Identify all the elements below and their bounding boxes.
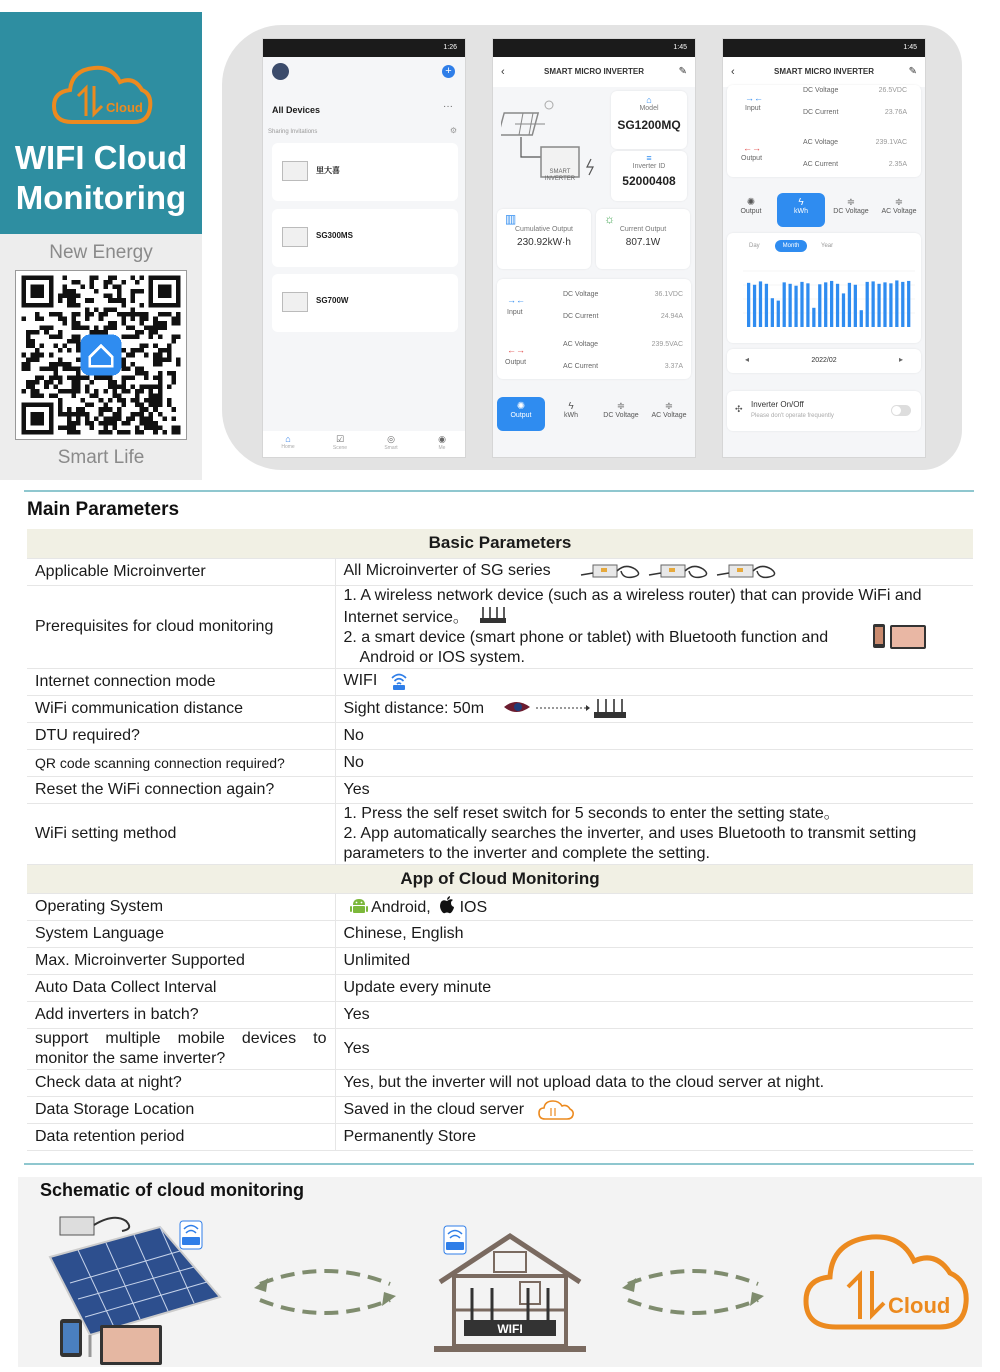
chart-bar bbox=[789, 284, 792, 327]
current-output-card bbox=[596, 209, 690, 269]
device-thumbnail bbox=[282, 227, 308, 247]
dc-voltage-label: DC Voltage bbox=[563, 291, 599, 298]
param-key: QR code scanning connection required? bbox=[27, 749, 335, 776]
chart-bar bbox=[860, 310, 863, 327]
toggle-label: Inverter On/Off bbox=[751, 400, 804, 409]
tab-output[interactable]: ✺ Output bbox=[727, 193, 775, 227]
edit-icon[interactable]: ✎ bbox=[908, 66, 917, 77]
svg-text:Cloud: Cloud bbox=[106, 100, 143, 115]
bottom-nav bbox=[263, 431, 466, 457]
dc-icon: ≑ bbox=[846, 197, 856, 208]
inverter-id-label: Inverter ID bbox=[632, 163, 666, 170]
ac-current-label: AC Current bbox=[803, 161, 839, 168]
param-value: All Microinverter of SG series bbox=[335, 558, 973, 585]
chart-card bbox=[727, 233, 921, 343]
id-icon: ≡ bbox=[646, 153, 652, 163]
month-selector bbox=[727, 349, 921, 373]
tagline-new-energy: New Energy bbox=[49, 242, 153, 263]
period-day[interactable]: Day bbox=[749, 243, 760, 249]
table-row bbox=[27, 749, 973, 776]
cumulative-output-card bbox=[497, 209, 591, 269]
device-thumbnail bbox=[282, 161, 308, 181]
table-row bbox=[27, 947, 973, 974]
inverter-id-card bbox=[611, 151, 687, 201]
output-arrows-icon: ←→ bbox=[743, 143, 761, 153]
device-thumbnail bbox=[282, 292, 308, 312]
param-key: System Language bbox=[27, 920, 335, 947]
dc-current-value: 23.76A bbox=[884, 109, 907, 116]
phone-inverter-chart bbox=[722, 38, 926, 458]
table-row bbox=[27, 1028, 973, 1069]
more-icon[interactable]: ··· bbox=[443, 101, 453, 112]
solar-panel-icon bbox=[30, 1207, 230, 1367]
bidirectional-arrow-icon bbox=[618, 1262, 768, 1322]
chart-bar bbox=[836, 284, 839, 327]
bolt-icon: ϟ bbox=[798, 197, 804, 208]
dc-voltage-value: 26.5VDC bbox=[878, 87, 907, 94]
param-value: Yes bbox=[335, 776, 973, 803]
table-row bbox=[27, 722, 973, 749]
param-value: WIFI bbox=[335, 668, 973, 695]
table-row bbox=[27, 1069, 973, 1096]
nav-smart[interactable]: ◎ Smart bbox=[384, 434, 398, 451]
chart-bar bbox=[877, 284, 880, 327]
param-key: support multiple mobile devices to monitor the same inverter? bbox=[27, 1028, 335, 1069]
chart-bar bbox=[812, 308, 815, 327]
param-key: DTU required? bbox=[27, 722, 335, 749]
output-arrows-icon: ←→ bbox=[507, 345, 525, 355]
qr-code-image bbox=[16, 271, 186, 439]
period-year[interactable]: Year bbox=[821, 243, 834, 249]
toggle-hint: Please don't operate frequently bbox=[751, 413, 834, 419]
basic-parameters-header: Basic Parameters bbox=[27, 529, 973, 558]
param-value: No bbox=[335, 749, 973, 776]
me-icon: ◉ bbox=[438, 434, 446, 444]
back-icon[interactable]: ‹ bbox=[501, 66, 505, 78]
device-name: SG700W bbox=[316, 296, 349, 305]
param-key: Add inverters in batch? bbox=[27, 1001, 335, 1028]
param-value: Permanently Store bbox=[335, 1123, 973, 1150]
add-device-button[interactable]: + bbox=[442, 65, 455, 78]
param-value: Chinese, English bbox=[335, 920, 973, 947]
period-month[interactable]: Month bbox=[775, 240, 807, 252]
cumulative-value: 230.92kW·h bbox=[517, 237, 571, 248]
param-key: Check data at night? bbox=[27, 1069, 335, 1096]
chart-bar bbox=[824, 282, 827, 327]
tagline-smart-life: Smart Life bbox=[57, 447, 145, 468]
chart-bar bbox=[842, 293, 845, 327]
table-row bbox=[27, 1096, 973, 1123]
tab-output[interactable]: ✺ Output bbox=[497, 397, 545, 431]
ac-voltage-label: AC Voltage bbox=[803, 139, 839, 146]
chart-bar bbox=[765, 284, 768, 327]
nav-home[interactable]: ⌂ Home bbox=[281, 434, 295, 450]
inverter-toggle-card bbox=[727, 391, 921, 431]
chart-bar bbox=[783, 282, 786, 327]
svg-text:Cloud: Cloud bbox=[888, 1293, 951, 1318]
current-output-value: 807.1W bbox=[625, 237, 661, 248]
wifi-icon bbox=[390, 671, 408, 691]
dc-voltage-value: 36.1VDC bbox=[654, 291, 683, 298]
device-name: 里大喜 bbox=[316, 166, 340, 175]
param-value: Unlimited bbox=[335, 947, 973, 974]
phone-tablet-icon bbox=[872, 622, 928, 650]
table-row bbox=[27, 776, 973, 803]
ac-voltage-label: AC Voltage bbox=[563, 341, 599, 348]
model-value: SG1200MQ bbox=[617, 118, 681, 132]
output-icon: ✺ bbox=[516, 401, 526, 412]
ac-icon: ≑ bbox=[894, 197, 904, 208]
param-value: Yes, but the inverter will not upload data to the cloud server at night. bbox=[335, 1069, 973, 1096]
dc-icon: ≑ bbox=[616, 401, 626, 412]
bar-chart-icon: ▥ bbox=[505, 212, 517, 226]
inverter-toggle[interactable] bbox=[891, 405, 911, 416]
sharing-invitations[interactable]: Sharing Invitations bbox=[268, 129, 318, 135]
dc-current-label: DC Current bbox=[563, 313, 599, 320]
output-label: Output bbox=[741, 155, 763, 162]
schematic-title: Schematic of cloud monitoring bbox=[40, 1180, 305, 1200]
table-row bbox=[27, 1001, 973, 1028]
brand-panel bbox=[0, 12, 202, 234]
input-label: Input bbox=[507, 309, 523, 316]
avatar[interactable] bbox=[272, 63, 289, 80]
status-bar: 1:26 bbox=[263, 39, 465, 57]
phone-inverter-overview bbox=[492, 38, 696, 458]
cloud-icon bbox=[802, 1227, 970, 1337]
param-value: Update every minute bbox=[335, 974, 973, 1001]
qr-code[interactable] bbox=[15, 270, 187, 440]
tab-dc-voltage[interactable]: ≑ DC Voltage bbox=[597, 397, 645, 431]
chart-bar bbox=[901, 282, 904, 327]
param-value: 1. A wireless network device (such as a wireless router) that can provide WiFi and Internet service。 2. a smart device (smart phone or tablet) with Bluetooth function and Android or IOS system. bbox=[335, 585, 973, 668]
device-card[interactable] bbox=[272, 143, 458, 201]
inverter-id-value: 52000408 bbox=[622, 174, 676, 188]
metric-tabs bbox=[727, 193, 923, 229]
tab-kwh[interactable]: ϟ kWh bbox=[547, 397, 595, 431]
sight-distance-icon bbox=[502, 697, 630, 721]
param-value: Saved in the cloud server bbox=[335, 1096, 973, 1123]
all-devices-title: All Devices bbox=[272, 105, 321, 115]
chart-bar bbox=[866, 282, 869, 327]
output-icon: ✺ bbox=[746, 197, 756, 208]
chart-bar bbox=[907, 281, 910, 327]
tab-ac-voltage[interactable]: ≑ AC Voltage bbox=[645, 397, 693, 431]
status-bar: 1:45 bbox=[493, 39, 695, 57]
chart-bar bbox=[806, 283, 809, 327]
page-title: SMART MICRO INVERTER bbox=[774, 67, 874, 76]
bidirectional-arrow-icon bbox=[250, 1262, 400, 1322]
param-key: Operating System bbox=[27, 893, 335, 920]
back-icon[interactable]: ‹ bbox=[731, 66, 735, 78]
io-card bbox=[727, 85, 921, 177]
dc-current-label: DC Current bbox=[803, 109, 839, 116]
param-value: Android, IOS bbox=[335, 893, 973, 920]
energy-bar-chart bbox=[743, 263, 915, 335]
param-key: WiFi setting method bbox=[27, 803, 335, 864]
chart-bar bbox=[854, 285, 857, 327]
svg-text:WIFI: WIFI bbox=[497, 1322, 523, 1336]
cumulative-label: Cumulative Output bbox=[515, 226, 573, 233]
param-key: Prerequisites for cloud monitoring bbox=[27, 585, 335, 668]
current-output-label: Current Output bbox=[619, 226, 667, 233]
param-key: Applicable Microinverter bbox=[27, 558, 335, 585]
model-card bbox=[611, 91, 687, 149]
chart-bar bbox=[830, 281, 833, 327]
input-label: Input bbox=[745, 105, 761, 112]
param-value: Sight distance: 50m bbox=[335, 695, 973, 722]
tab-ac-voltage[interactable]: ≑ AC Voltage bbox=[875, 193, 923, 227]
status-bar: 1:45 bbox=[723, 39, 925, 57]
chart-bar bbox=[872, 281, 875, 327]
brand-title-line1: WIFI Cloud bbox=[14, 139, 188, 176]
cloud-storage-icon bbox=[537, 1098, 575, 1122]
param-value: Yes bbox=[335, 1001, 973, 1028]
param-key: Data Storage Location bbox=[27, 1096, 335, 1123]
device-card[interactable] bbox=[272, 274, 458, 332]
app-header bbox=[723, 57, 925, 87]
gear-icon[interactable]: ⚙ bbox=[449, 126, 457, 135]
chart-bar bbox=[777, 301, 780, 327]
table-row bbox=[27, 668, 973, 695]
app-header bbox=[493, 57, 695, 87]
param-key: WiFi communication distance bbox=[27, 695, 335, 722]
microinverter-icon bbox=[579, 561, 779, 581]
edit-icon[interactable]: ✎ bbox=[678, 66, 687, 77]
param-value: Yes bbox=[335, 1028, 973, 1069]
dc-current-value: 24.94A bbox=[660, 313, 683, 320]
smart-icon: ◎ bbox=[387, 434, 395, 444]
brand-title-line2: Monitoring bbox=[15, 179, 187, 216]
router-icon bbox=[479, 606, 507, 624]
chart-bar bbox=[753, 285, 756, 327]
chart-bar bbox=[800, 282, 803, 327]
apple-icon bbox=[439, 896, 455, 914]
param-key: Internet connection mode bbox=[27, 668, 335, 695]
table-row bbox=[27, 803, 973, 864]
model-label: Model bbox=[639, 105, 659, 112]
table-row bbox=[27, 695, 973, 722]
chart-bar bbox=[794, 286, 797, 327]
output-label: Output bbox=[505, 359, 527, 366]
chart-bar bbox=[771, 298, 774, 327]
prev-month-icon[interactable]: ◂ bbox=[745, 355, 750, 364]
next-month-icon[interactable]: ▸ bbox=[898, 355, 903, 364]
param-key: Reset the WiFi connection again? bbox=[27, 776, 335, 803]
table-row bbox=[27, 974, 973, 1001]
param-key: Max. Microinverter Supported bbox=[27, 947, 335, 974]
param-value: 1. Press the self reset switch for 5 seconds to enter the setting state。 2. App automatically searches the inverter, and uses Bluetooth to transmit setting parameters to the inverter and complete the setting. bbox=[335, 803, 973, 864]
chart-bar bbox=[848, 283, 851, 327]
app-header-row: App of Cloud Monitoring bbox=[27, 864, 973, 893]
param-value: No bbox=[335, 722, 973, 749]
input-arrows-icon: →← bbox=[507, 295, 525, 305]
ac-voltage-value: 239.1VAC bbox=[875, 139, 907, 146]
scene-icon: ☑ bbox=[335, 434, 345, 444]
ac-current-label: AC Current bbox=[563, 363, 599, 370]
tab-kwh[interactable]: ϟ kWh bbox=[777, 193, 825, 227]
inverter-illustration-label: SMART INVERTER bbox=[544, 169, 576, 182]
chart-bar bbox=[883, 282, 886, 327]
device-card[interactable] bbox=[272, 209, 458, 267]
input-arrows-icon: →← bbox=[745, 93, 763, 103]
table-row bbox=[27, 585, 973, 668]
chart-bar bbox=[818, 284, 821, 327]
io-card bbox=[497, 279, 691, 379]
nav-scene[interactable]: ☑ Scene bbox=[332, 434, 348, 451]
ac-current-value: 2.35A bbox=[888, 161, 907, 168]
cloud-logo-icon bbox=[50, 60, 154, 130]
sun-icon: ☼ bbox=[604, 212, 615, 226]
ac-icon: ≑ bbox=[664, 401, 674, 412]
chart-bar bbox=[747, 283, 750, 327]
chart-bar bbox=[759, 281, 762, 327]
chart-bar bbox=[895, 280, 898, 327]
model-icon: ⌂ bbox=[646, 95, 652, 105]
main-parameters-title: Main Parameters bbox=[27, 499, 180, 520]
metric-tabs bbox=[497, 397, 693, 433]
param-key: Data retention period bbox=[27, 1123, 335, 1150]
ac-voltage-value: 239.5VAC bbox=[651, 341, 683, 348]
nav-me[interactable]: ◉ Me bbox=[438, 434, 446, 451]
device-name: SG300MS bbox=[316, 231, 353, 240]
phone-device-list bbox=[262, 38, 466, 458]
chart-bar bbox=[889, 283, 892, 327]
house-router-icon bbox=[430, 1222, 590, 1362]
home-icon: ⌂ bbox=[285, 434, 291, 444]
parameters-table bbox=[27, 529, 973, 1151]
divider bbox=[24, 490, 974, 492]
top-banner bbox=[0, 0, 1000, 480]
qr-panel bbox=[0, 234, 202, 480]
table-row bbox=[27, 558, 973, 585]
schematic-panel bbox=[18, 1177, 982, 1367]
divider bbox=[24, 1163, 974, 1165]
tab-dc-voltage[interactable]: ≑ DC Voltage bbox=[827, 193, 875, 227]
month-value: 2022/02 bbox=[811, 357, 837, 364]
table-row bbox=[27, 893, 973, 920]
bolt-icon: ϟ bbox=[568, 401, 574, 412]
ac-current-value: 3.37A bbox=[664, 363, 683, 370]
android-icon bbox=[350, 897, 368, 915]
table-row bbox=[27, 920, 973, 947]
param-key: Auto Data Collect Interval bbox=[27, 974, 335, 1001]
table-row bbox=[27, 1123, 973, 1150]
page-title: SMART MICRO INVERTER bbox=[544, 67, 644, 76]
dc-voltage-label: DC Voltage bbox=[803, 87, 839, 94]
fan-icon: ✣ bbox=[735, 404, 743, 414]
